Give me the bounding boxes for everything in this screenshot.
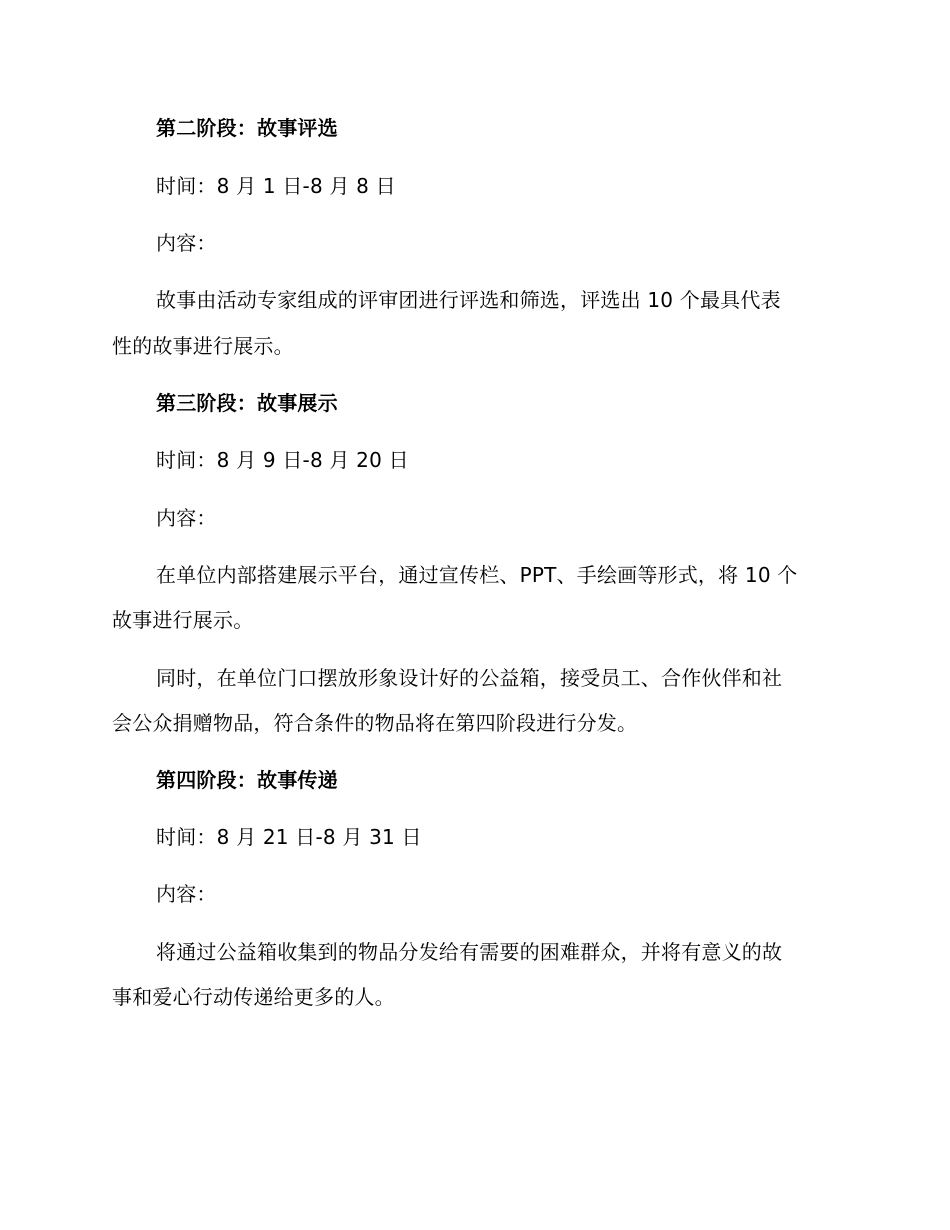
stage2-body-line-2: 性的故事进行展示。 [112,334,294,358]
stage3-body2-line-2: 会公众捐赠物品，符合条件的物品将在第四阶段进行分发。 [112,711,638,735]
stage4-body-line-2: 事和爱心行动传递给更多的人。 [112,985,395,1009]
stage3-body2-line-1: 同时，在单位门口摆放形象设计好的公益箱，接受员工、合作伙伴和社 [156,666,783,690]
stage2-body-line-1: 故事由活动专家组成的评审团进行评选和筛选，评选出 10 个最具代表 [156,288,781,312]
stage3-time: 时间：8 月 9 日-8 月 20 日 [156,448,409,472]
stage4-heading: 第四阶段：故事传递 [156,768,338,792]
stage4-content-label: 内容： [156,882,217,906]
stage2-time: 时间：8 月 1 日-8 月 8 日 [156,174,396,198]
stage3-body1-line-2: 故事进行展示。 [112,608,254,632]
stage2-content-label: 内容： [156,231,217,255]
stage4-time: 时间：8 月 21 日-8 月 31 日 [156,825,422,849]
stage2-heading: 第二阶段：故事评选 [156,116,338,140]
stage3-heading: 第三阶段：故事展示 [156,391,338,415]
stage3-body1-line-1: 在单位内部搭建展示平台，通过宣传栏、PPT、手绘画等形式，将 10 个 [156,563,798,587]
stage4-body-line-1: 将通过公益箱收集到的物品分发给有需要的困难群众，并将有意义的故 [156,940,783,964]
stage3-content-label: 内容： [156,506,217,530]
